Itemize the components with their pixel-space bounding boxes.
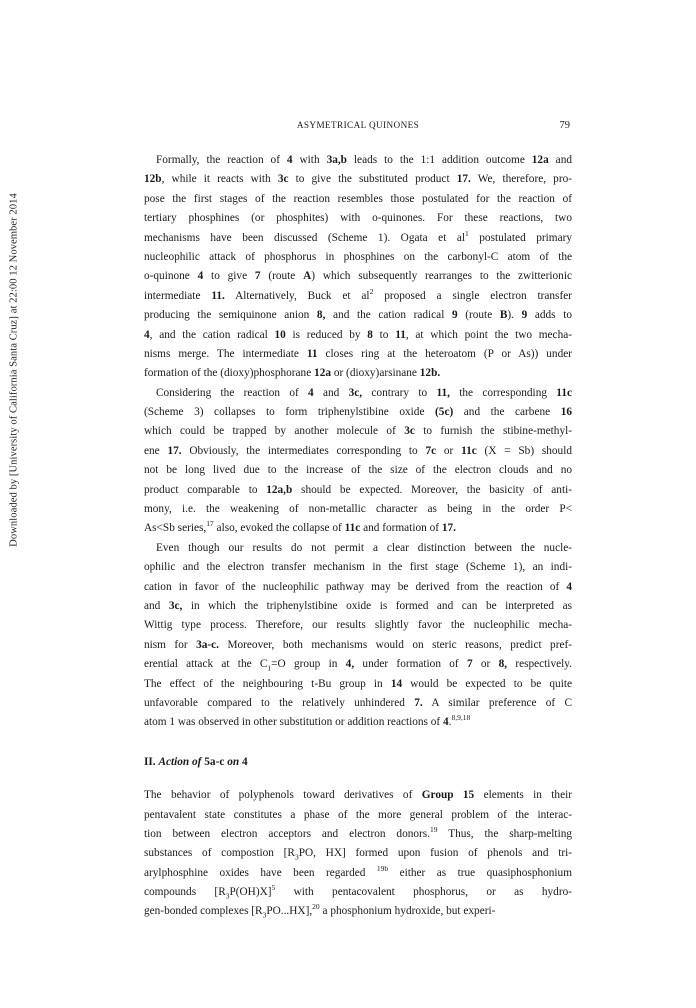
article-body (144, 151, 572, 922)
text-line: not be long lived due to the increase of the size of the electron clouds and no (144, 464, 572, 477)
text-line: ene 17. Obviously, the intermediates corresponding to 7c or 11c (X = Sb) should (144, 444, 572, 457)
paragraph (144, 786, 572, 922)
section-heading: II. Action of 5a-c on 4 (144, 755, 248, 768)
text-line: intermediate 11. Alternatively, Buck et $al^2$ proposed a single electron transfer (144, 286, 572, 302)
paragraph (144, 151, 572, 384)
text-line: nisms merge. The intermediate 11 closes ring at the heteroatom (P or As)) under (144, 347, 572, 360)
text-line: ophilic and the electron transfer mechanism in the first stage (Scheme 1), an indi- (144, 561, 572, 574)
text-line: product comparable to 12a,b should be expected. Moreover, the basicity of anti- (144, 483, 572, 496)
text-line: Wittig type process. Therefore, our results slightly favor the nucleophilic mecha- (144, 619, 572, 632)
text-line: arylphosphine oxides have been regarded $^{19b}$ either as true quasiphosphonium (144, 863, 572, 879)
paragraph (144, 384, 572, 539)
text-line: producing the semiquinone anion 8, and the cation radical 9 (route B). 9 adds to (144, 309, 572, 322)
text-line: o-quinone 4 to give 7 (route A) which subsequently rearranges to the zwitterionic (144, 270, 572, 283)
page-number: 79 (559, 120, 570, 131)
running-title: ASYMETRICAL QUINONES (296, 120, 420, 130)
download-watermark (7, 40, 21, 700)
text-line: formation of the (dioxy)phosphorane 12a or (dioxy)arsinane 12b. (144, 367, 441, 380)
text-line: nucleophilic attack of phosphorus in phosphines on the carbonyl-C atom of the (144, 250, 572, 263)
section-spacer (144, 733, 572, 753)
text-line: mechanisms have been discussed (Scheme 1). Ogata et $al^1$ postulated primary (144, 228, 573, 244)
text-line: Formally, the reaction of 4 with 3a,b leads to the 1:1 addition outcome 12a and (156, 154, 572, 166)
text-line: unfavorable compared to the relatively unhindered 7. A similar preference of C (144, 696, 572, 709)
text-line: mony, i.e. the weakening of non-metallic character as being in the order P< (144, 503, 572, 516)
running-head (144, 120, 572, 134)
text-line: tion between electron acceptors and electron donors.$^{19}$ Thus, the sharp-melting (144, 825, 573, 840)
text-line: The effect of the neighbouring t-Bu group in 14 would be expected to be quite (144, 677, 572, 690)
text-line: cation in favor of the nucleophilic pathway may be derived from the reaction of 4 (144, 580, 572, 593)
paragraphs-section-2 (144, 786, 572, 922)
download-notice: Downloaded by [University of California Santa Cruz] at 22:00 12 November 2014 (8, 193, 20, 547)
text-line: Even though our results do not permit a clear distinction between the nucle- (156, 541, 572, 554)
text-line: atom 1 was observed in other substitution or addition reactions of 4.$^{8,9,18}$ (144, 713, 471, 729)
text-line: (Scheme 3) collapses to form triphenylstibine oxide (5c) and the carbene 16 (144, 406, 572, 419)
text-line: gen-bonded complexes $[R_3PO...HX],^{20}$ a phosphonium hydroxide, but experi- (144, 902, 496, 920)
text-line: which could be trapped by another molecule of 3c to furnish the stibine-methyl- (144, 425, 572, 438)
text-line: The behavior of polyphenols toward derivatives of Group 15 elements in their (144, 789, 572, 802)
text-line: nism for 3a-c. Moreover, both mechanisms would on steric reasons, predict pref- (144, 638, 573, 651)
text-line: pentavalent state constitutes a phase of the more general problem of the interac- (144, 808, 572, 821)
text-line: As<Sb series,$^{17}$ also, evoked the collapse of 11c and formation of 17. (144, 519, 456, 535)
text-line: 12b, while it reacts with 3c to give the substituted product 17. We, therefore, pro- (144, 173, 572, 186)
text-line: substances of compostion [$R_3PO$, HX] formed upon fusion of phenols and tri- (144, 847, 572, 862)
text-line: erential attack at the $C_1=O$ group in 4, under formation of 7 or 8, respectively. (144, 658, 572, 673)
paragraphs-section-1 (144, 151, 572, 733)
paragraph (144, 539, 572, 733)
text-line: and 3c, in which the triphenylstibine oxide is formed and can be interpreted as (144, 599, 572, 612)
text-line: compounds $[R_3P(OH)X]^5$ with pentacovalent phosphorus, or as hydro- (144, 883, 572, 901)
heading-spacer (144, 772, 572, 786)
text-line: Considering the reaction of 4 and 3c, contrary to 11, the corresponding 11c (156, 386, 572, 399)
text-line: pose the first stages of the reaction resembles those postulated for the reaction of (144, 192, 572, 205)
text-line: tertiary phosphines (or phosphites) with o-quinones. For these reactions, two (144, 212, 572, 225)
text-line: 4, and the cation radical 10 is reduced by 8 to 11, at which point the two mecha- (144, 328, 572, 341)
